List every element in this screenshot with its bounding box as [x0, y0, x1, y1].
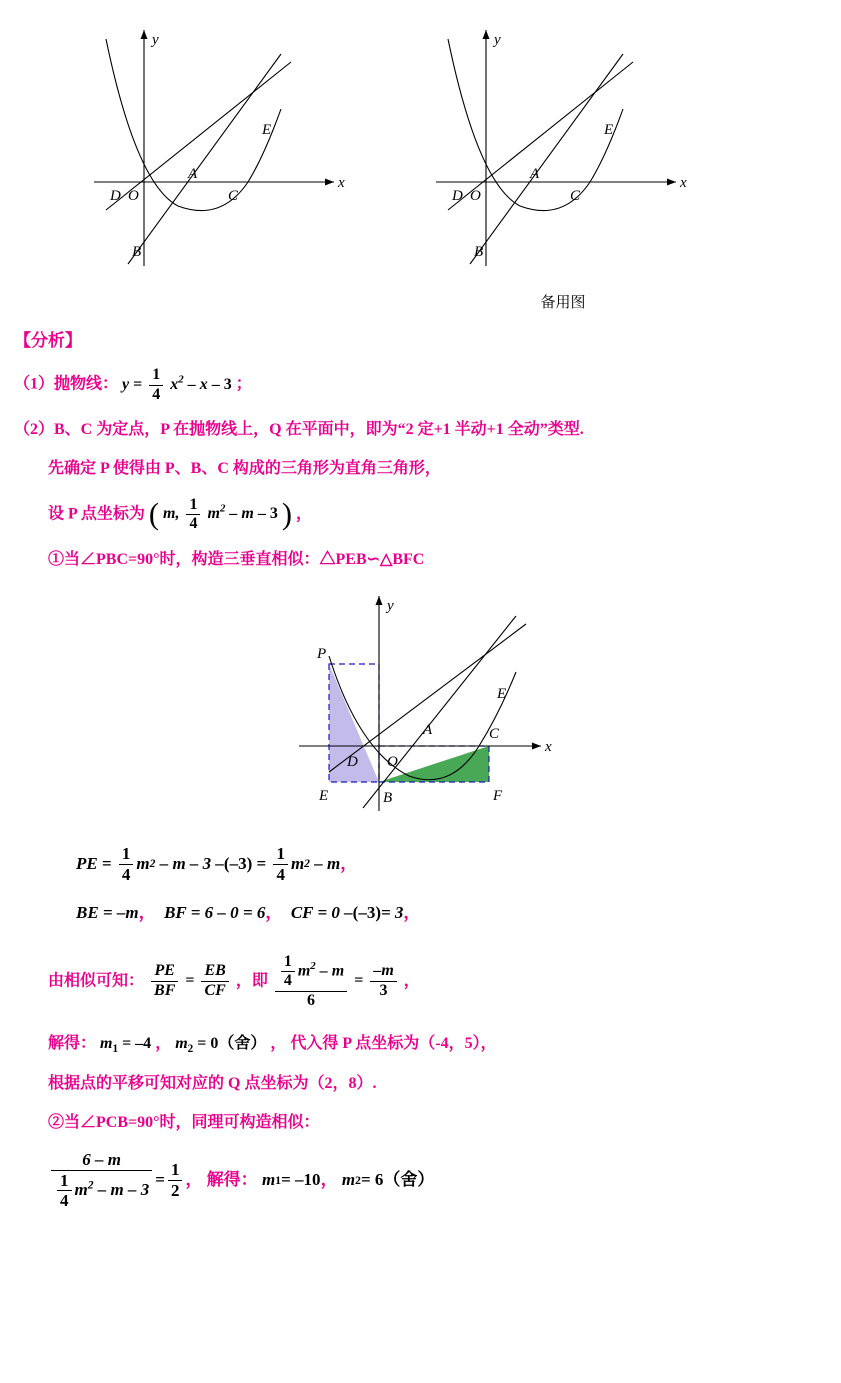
frac-case2-left: 6 – m $\frac{1}{4}$ $m^2$ – m – 3 — [51, 1150, 152, 1211]
math-line-case2: ②当∠PCB=90°时，同理可构造相似： — [48, 1114, 320, 1132]
figure-2-label-O: O — [470, 188, 481, 204]
figure-2-label-A: A — [530, 166, 540, 182]
figure-3-label-F: F — [492, 788, 502, 805]
figure-1-label-O: O — [128, 188, 139, 204]
figure-1-label-x: x — [338, 175, 345, 191]
frac-eb-cf: $\frac{EB}{CF}$ — [201, 962, 228, 1000]
figure-3-label-E-lower: E — [318, 788, 328, 805]
figure-2-label-E: E — [604, 122, 614, 138]
figure-3-label-O: O — [386, 754, 398, 771]
figure-3-svg — [211, 586, 631, 826]
figure-2-label-C: C — [570, 188, 581, 204]
figure-1-label-y: y — [152, 32, 159, 48]
figure-3-label-P: P — [316, 646, 326, 663]
figure-2-label-D: D — [452, 188, 463, 204]
frac-pe-bf: $\frac{PE}{BF}$ — [151, 962, 178, 1000]
math-line-case2-equation: 6 – m $\frac{1}{4}$ $m^2$ – m – 3 = $\frac{1}{2}$ ， 解得： m 1 = –10 ， m 2 = 6（舍） — [14, 1150, 827, 1211]
figure-1-svg — [76, 14, 366, 284]
figure-1-label-E: E — [262, 122, 272, 138]
figure-2-caption: 备用图 — [540, 294, 586, 311]
fraction-one-quarter-2: $\frac{1}{4}$ — [186, 496, 200, 534]
analysis-item-1: （1）抛物线： y = $\frac{1}{4}$ $x^2$ – x – 3 ； — [14, 366, 252, 403]
figure-1-label-C: C — [228, 188, 239, 204]
figure-1-label-D: D — [110, 188, 121, 204]
figure-3-container — [14, 586, 827, 826]
figure-1 — [76, 14, 366, 312]
figures-row — [14, 0, 827, 312]
line3-coordinate: ( m, $\frac{1}{4}$ $m^2$ – m – 3 ) — [148, 495, 292, 533]
figure-3-label-y: y — [386, 598, 394, 615]
solve-m2: $m_2 = 0$（舍） — [175, 1034, 267, 1056]
figure-1-label-A: A — [188, 166, 198, 182]
frac-case2-inner: $\frac{1}{4}$ — [57, 1171, 72, 1211]
frac-big-left: $\frac{1}{4}$ $m^2$ – m 6 — [275, 953, 347, 1010]
frac-minus-m-3: $\frac{-m}{3}$ — [370, 962, 396, 1000]
right-paren: ) — [281, 497, 292, 532]
figure-3-label-x: x — [544, 739, 552, 756]
figure-1-label-B: B — [132, 244, 142, 260]
frac-inner-quarter: $\frac{1}{4}$ — [281, 953, 295, 991]
math-line-be: BE = –m ， BF = 6 – 0 = 6 ， CF = 0 – (–3) = 3 ， — [76, 903, 421, 923]
math-line-pe: PE = $\frac{1}{4}$ m 2 – m – 3 – (–3) = $\frac{1}{4}$ m 2 – m ， — [76, 844, 358, 884]
math-line-similar: 由相似可知： $\frac{PE}{BF}$ = $\frac{EB}{CF}$ ，即 $\frac{1}{4}$ $m^2$ – m 6 = $\frac{-m}{3}$ ， — [48, 952, 420, 1009]
solve-m1: $m_1 = -4$ — [100, 1034, 152, 1056]
math-line-translate: 根据点的平移可知对应的 Q 点坐标为（2，8）. — [48, 1075, 377, 1093]
figure-3-label-D: D — [346, 754, 358, 771]
similar-equation: $\frac{1}{4}$ $m^2$ – m 6 = $\frac{-m}{3}$ — [272, 972, 404, 989]
figure-2-svg — [418, 14, 708, 284]
math-line-solve: 解得： $m_1 = -4$ ， $m_2 = 0$（舍） ， 代入得 P 点坐标为（-4，5）， — [48, 1034, 497, 1056]
analysis-item-2-line4: ①当∠PBC=90°时，构造三垂直相似：△PEB∽△BFC — [48, 550, 425, 568]
frac-pe-2: $\frac{1}{4}$ — [273, 844, 288, 884]
item1-prefix: （1）抛物线： — [14, 375, 119, 393]
figure-2-label-x: x — [680, 175, 687, 191]
analysis-section — [14, 328, 827, 1211]
figure-2-label-B: B — [474, 244, 484, 260]
left-paren: ( — [148, 497, 160, 532]
line3-prefix: 设 P 点坐标为 — [48, 505, 145, 523]
analysis-item-2-line3 — [14, 496, 827, 534]
figure-3-label-E-upper: E — [496, 686, 506, 703]
figure-3-label-B: B — [382, 790, 392, 807]
frac-case2-right: $\frac{1}{2}$ — [168, 1160, 183, 1200]
analysis-item-2-line1: （2）B、C 为定点，P 在抛物线上，Q 在平面中，即为“2 定+1 半动+1 全动”类型. — [14, 421, 584, 439]
analysis-heading: 【分析】 — [14, 331, 82, 350]
frac-pe-1: $\frac{1}{4}$ — [119, 844, 134, 884]
similar-ratio: $\frac{PE}{BF}$ = $\frac{EB}{CF}$ — [148, 972, 236, 989]
analysis-item-2-line2: 先确定 P 使得由 P、B、C 构成的三角形为直角三角形， — [48, 459, 441, 477]
figure-3-label-A: A — [422, 722, 432, 739]
fraction-one-quarter: $\frac{1}{4}$ — [149, 366, 163, 404]
figure-2 — [418, 14, 708, 312]
line3-suffix: ， — [295, 505, 312, 523]
figure-2-label-y: y — [494, 32, 501, 48]
item1-formula: y = $\frac{1}{4}$ $x^2$ – x – 3 — [122, 366, 232, 403]
figure-3-label-C: C — [488, 726, 499, 743]
